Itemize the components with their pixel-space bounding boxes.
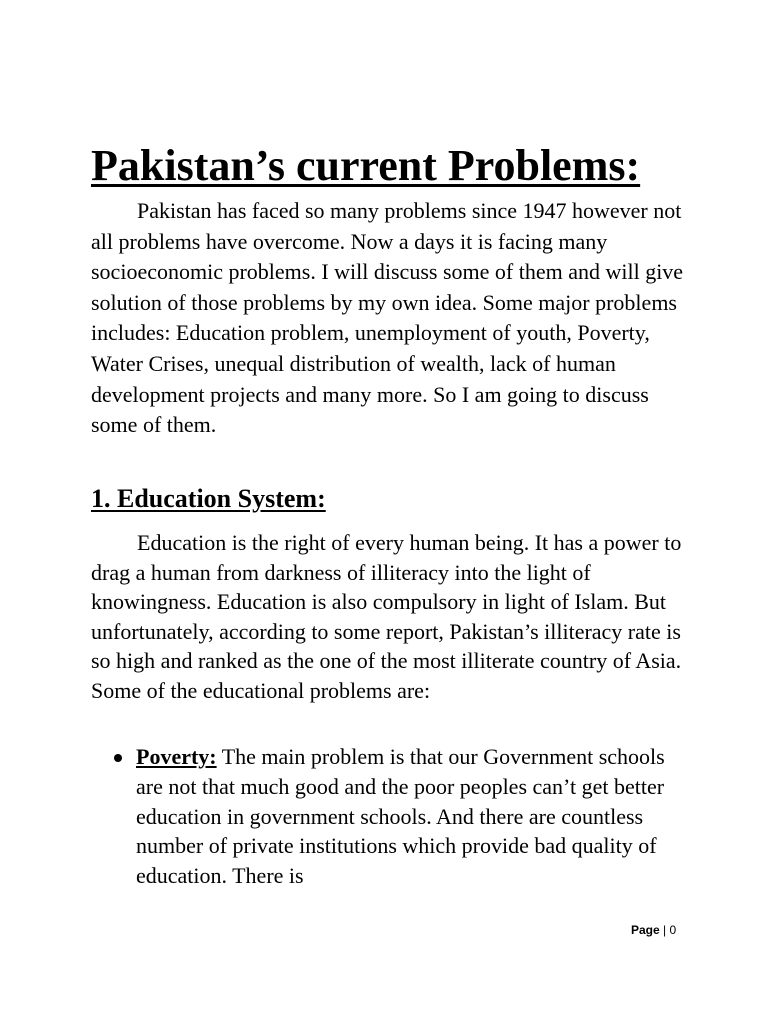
problem-list [0,742,768,891]
intro-paragraph: Pakistan has faced so many problems since 1947 however not all problems have overcome. Now a days it is facing many socioeconomic problems. I will discuss some of them and will give solution of those problems by my own idea. Some major problems includes: Education problem, unemployment of youth, Poverty, Water Crises, unequal distribution of wealth, lack of human development projects and many more. So I am going to discuss some of them. [91,198,684,438]
page-title: Pakistan’s current Problems: [91,141,641,190]
education-paragraph: Education is the right of every human being. It has a power to drag a human from darkness of illiteracy into the light of knowingness. Education is also compulsory in light of Islam. But unfortunately, according to some report, Pakistan’s illiteracy rate is so high and ranked as the one of the most illiterate country of Asia. Some of the educational problems are: [91,530,682,703]
page-label: Page [631,923,660,937]
section-heading: 1. Education System: [91,484,326,513]
list-item [0,742,688,891]
page-separator: | [659,923,670,937]
bullet-icon [114,754,122,762]
bullet-term: Poverty: [136,744,217,769]
page-number: 0 [669,923,677,937]
page-footer [631,922,676,938]
bullet-text: The main problem is that our Government schools are not that much good and the poor peoples can’t get better education in government schools. And there are countless number of private institutions which provide bad quality of education. There is [136,744,665,889]
